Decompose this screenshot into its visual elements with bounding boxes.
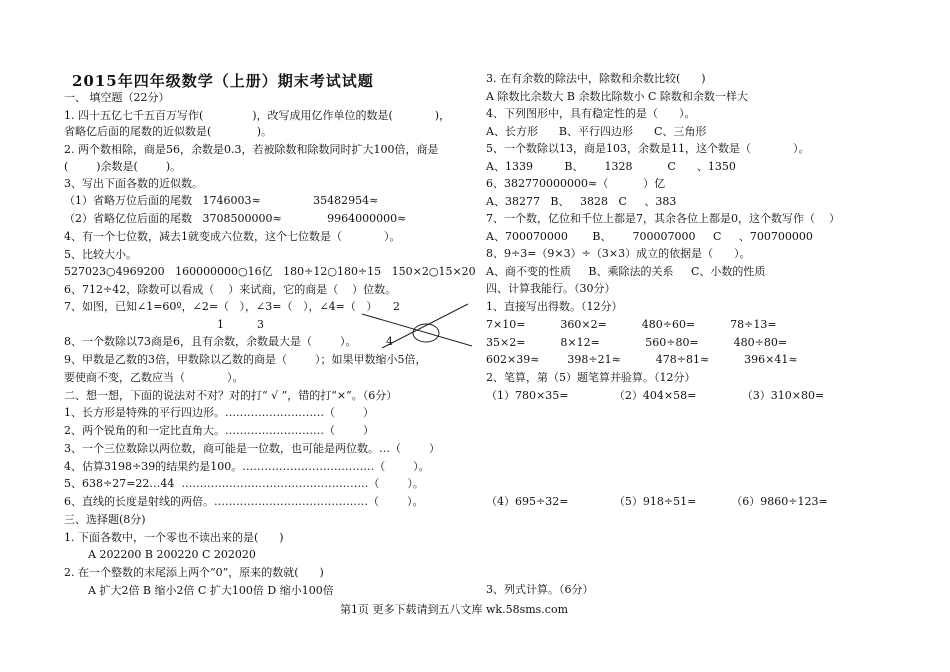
choice-6-options: A、38277 B、 3828 C 、383 xyxy=(486,195,677,208)
figure-label-1: 1 xyxy=(217,318,224,331)
question-9-line-2: 要使商不变，乙数应当（ ）。 xyxy=(64,371,244,384)
judge-6: 6、直线的长度是射线的两倍。……………………………………（ ）。 xyxy=(64,495,424,508)
choice-2-options: A 扩大2倍 B 缩小2倍 C 扩大100倍 D 缩小100倍 xyxy=(88,584,334,597)
judge-5: 5、638÷27=22…44 ……………………………………………（ ）。 xyxy=(64,477,424,490)
page-footer: 第1页 更多下载请到五八文库 wk.58sms.com xyxy=(340,603,568,616)
choice-4-options: A、长方形 B、平行四边形 C、三角形 xyxy=(486,125,707,138)
choice-3: 3. 在有余数的除法中，除数和余数比较( ) xyxy=(486,72,706,85)
choice-8: 8、9÷3=（9×3）÷（3×3）成立的依据是（ ）。 xyxy=(486,247,751,260)
choice-5-options: A、1339 B、 1328 C 、1350 xyxy=(486,160,736,173)
calc-1-heading: 1、直接写出得数。（12分） xyxy=(486,300,623,313)
question-9-line-1: 9、甲数是乙数的3倍，甲数除以乙数的商是（ ）；如果甲数缩小5倍， xyxy=(64,353,427,366)
figure-label-4: 4 xyxy=(386,335,393,348)
question-3-part-2: （2）省略亿位后面的尾数 3708500000≈ 9964000000≈ xyxy=(64,212,407,225)
question-2-line-1: 2. 两个数相除，商是56，余数是0.3，若被除数和除数同时扩大100倍，商是 xyxy=(64,143,439,156)
calc-2-row-2: （4）695÷32= （5）918÷51= （6）9860÷123= xyxy=(486,495,828,508)
choice-8-options: A、商不变的性质 B、乘除法的关系 C、小数的性质 xyxy=(486,265,766,278)
question-3-part-1: （1）省略万位后面的尾数 1746003≈ 35482954≈ xyxy=(64,194,379,207)
choice-4: 4、下列图形中，具有稳定性的是（ ）。 xyxy=(486,107,696,120)
choice-7-options: A、700070000 B、 700007000 C 、700700000 xyxy=(486,230,813,243)
question-8: 8、一个数除以73商是6，且有余数，余数最大是（ ）。 xyxy=(64,335,357,348)
choice-1: 1. 下面各数中，一个零也不读出来的是( ) xyxy=(64,531,284,544)
question-2-line-2: ( )余数是( )。 xyxy=(64,160,182,173)
choice-5: 5、一个数除以13，商是103，余数是11，这个数是（ ）。 xyxy=(486,142,810,155)
choice-6: 6、382770000000≈（ ）亿 xyxy=(486,177,666,190)
question-1-line-2: 省略亿后面的尾数的近似数是( )。 xyxy=(64,125,273,138)
choice-1-options: A 202200 B 200220 C 202020 xyxy=(88,548,256,561)
question-5: 5、比较大小。 xyxy=(64,248,137,261)
page-title: 2015年四年级数学（上册）期末考试试题 xyxy=(72,72,374,90)
angle-figure xyxy=(360,302,480,350)
question-6: 6、712÷42，除数可以看成（ ）来试商，它的商是（ ）位数。 xyxy=(64,283,397,296)
choice-2: 2. 在一个整数的末尾添上两个“0”，原来的数就( ) xyxy=(64,566,324,579)
judge-1: 1、长方形是特殊的平行四边形。………………………（ ） xyxy=(64,406,374,419)
judge-3: 3、一个三位数除以两位数，商可能是一位数，也可能是两位数。…（ ） xyxy=(64,442,440,455)
section-1-heading: 一、 填空题（22分） xyxy=(64,91,170,104)
calc-1-row-3: 602×39≈ 398÷21≈ 478÷81≈ 396×41≈ xyxy=(486,353,798,366)
calc-3-heading: 3、列式计算。（6分） xyxy=(486,583,594,596)
calc-1-row-1: 7×10= 360×2= 480÷60= 78÷13= xyxy=(486,318,777,331)
question-4: 4、有一个七位数，减去1就变成六位数，这个七位数是（ ）。 xyxy=(64,230,401,243)
figure-label-3: 3 xyxy=(257,318,264,331)
question-5-items: 527023○4969200 160000000○16亿 180÷12○180÷15 150×2○15×20 xyxy=(64,265,476,278)
choice-7: 7、一个数，亿位和千位上都是7，其余各位上都是0，这个数写作（ ） xyxy=(486,212,840,225)
section-2-heading: 二、想一想，下面的说法对不对？对的打“ √ ”，错的打“×”。（6分） xyxy=(64,389,398,402)
figure-label-2: 2 xyxy=(393,300,400,313)
section-4-heading: 四、计算我能行。（30分） xyxy=(486,282,616,295)
calc-2-row-1: （1）780×35= （2）404×58= （3）310×80= xyxy=(486,389,825,402)
choice-3-options: A 除数比余数大 B 余数比除数小 C 除数和余数一样大 xyxy=(486,90,748,103)
judge-4: 4、估算3198÷39的结果约是100。………………………………（ ）。 xyxy=(64,460,430,473)
section-3-heading: 三、选择题(8分) xyxy=(64,513,146,526)
question-7: 7、如图，已知∠1=60º，∠2=（ ），∠3=（ ），∠4=（ ） xyxy=(64,300,378,313)
question-1-line-1: 1. 四十五亿七千五百万写作( )，改写成用亿作单位的数是( )， xyxy=(64,109,451,122)
judge-2: 2、两个锐角的和一定比直角大。………………………（ ） xyxy=(64,424,374,437)
calc-1-row-2: 35×2= 8×12= 560÷80= 480÷80= xyxy=(486,336,788,349)
question-3: 3、写出下面各数的近似数。 xyxy=(64,177,203,190)
calc-2-heading: 2、笔算，第（5）题笔算并验算。（12分） xyxy=(486,371,696,384)
